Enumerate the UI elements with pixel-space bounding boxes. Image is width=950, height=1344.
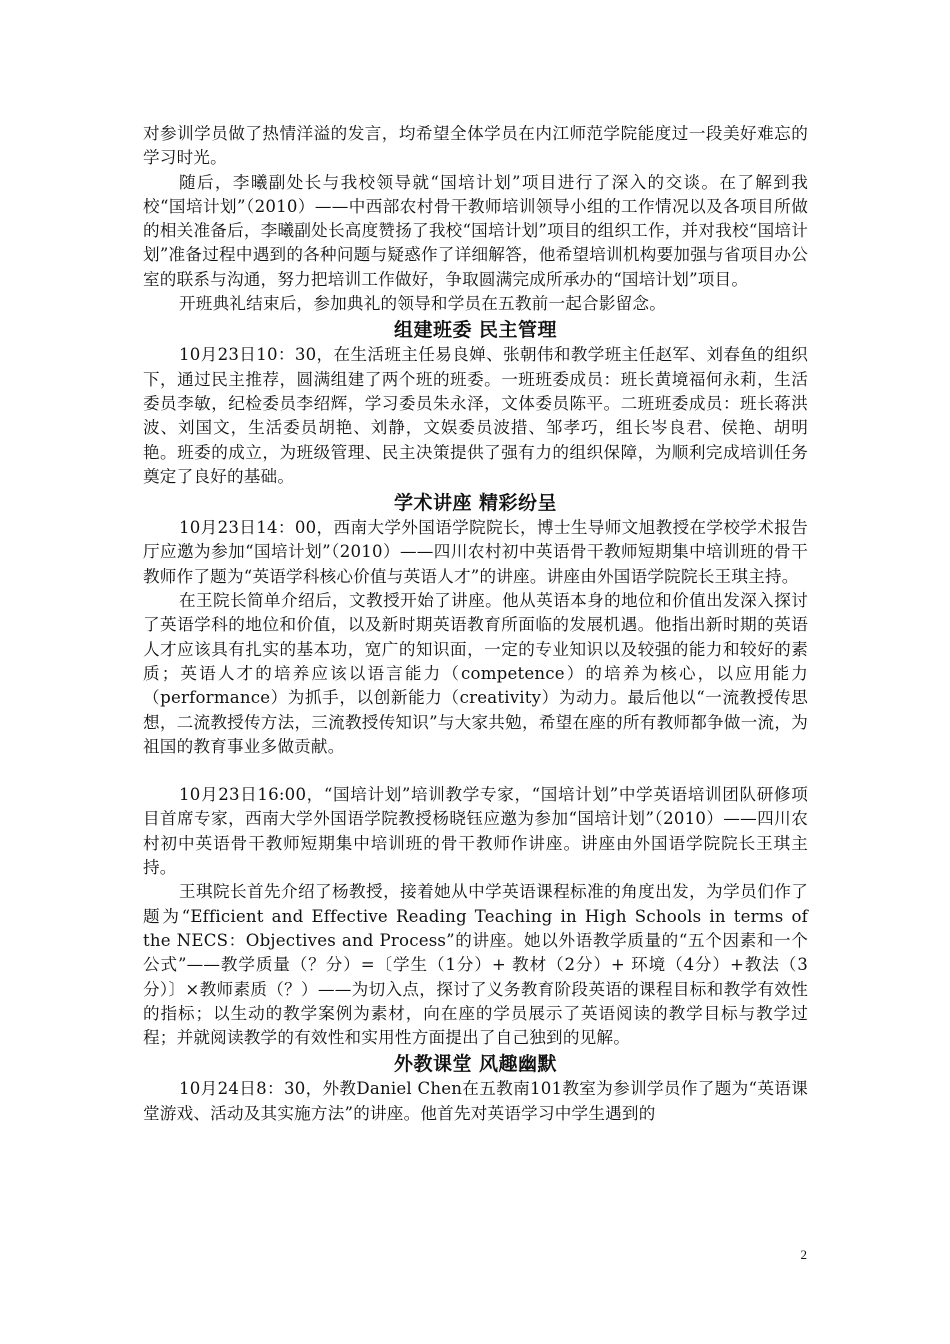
section-heading-class-committee: 组建班委 民主管理	[393, 319, 558, 342]
paragraph-opening-remarks: 对参训学员做了热情洋溢的发言，均希望全体学员在内江师范学院能度过一段美好难忘的学习时光。	[143, 124, 808, 168]
section-heading-academic-lectures: 学术讲座 精彩纷呈	[393, 492, 558, 515]
paragraph-lecture-yang-content: 王琪院长首先介绍了杨教授，接着她从中学英语课程标准的角度出发，为学员们作了题为“Efficient and Effective Reading Teaching in High Schools in terms of the NECS：Objectives and Process”的讲座。她以外语教学质量的“五个因素和一个公式”——教学质量（？分）=〔学生（1分）+ 教材（2分）+ 环境（4分）+教法（3分）〕×教师素质（？）——为切入点，探讨了义务教育阶段英语的课程目标和教学有效性的指标；以生动的教学案例为素材，向在座的学员展示了英语阅读的教学目标与教学过程；并就阅读教学的有效性和实用性方面提出了自己独到的见解。	[143, 882, 808, 1048]
paragraph-discussion: 随后，李曦副处长与我校领导就“国培计划”项目进行了深入的交谈。在了解到我校“国培计划”（2010）——中西部农村骨干教师培训领导小组的工作情况以及各项目所做的相关准备后，李曦副处长高度赞扬了我校“国培计划”项目的组织工作，并对我校“国培计划”准备过程中遇到的各种问题与疑惑作了详细解答，他希望培训机构要加强与省项目办公室的联系与沟通，努力把培训工作做好，争取圆满完成所承办的“国培计划”项目。	[143, 172, 808, 289]
paragraph-group-photo: 开班典礼结束后，参加典礼的领导和学员在五教前一起合影留念。	[179, 294, 667, 314]
blank-line	[143, 759, 808, 783]
paragraph-lecture-wenxu-intro: 10月23日14：00，西南大学外国语学院院长，博士生导师文旭教授在学校学术报告厅应邀为参加“国培计划”（2010）——四川农村初中英语骨干教师短期集中培训班的骨干教师作了题为“英语学科核心价值与英语人才”的讲座。讲座由外国语学院院长王琪主持。	[143, 518, 808, 586]
section-heading-foreign-teacher: 外教课堂 风趣幽默	[393, 1053, 558, 1076]
paragraph-lecture-yang-intro: 10月23日16:00，“国培计划”培训教学专家，“国培计划”中学英语培训团队研修项目首席专家，西南大学外国语学院教授杨晓钰应邀为参加“国培计划”（2010）——四川农村初中英语骨干教师短期集中培训班的骨干教师作讲座。讲座由外国语学院院长王琪主持。	[143, 785, 808, 878]
paragraph-class-committee: 10月23日10：30，在生活班主任易良婵、张朝伟和教学班主任赵军、刘春鱼的组织下，通过民主推荐，圆满组建了两个班的班委。一班班委成员：班长黄境福何永莉，生活委员李敏，纪检委员李绍辉，学习委员朱永泽，文体委员陈平。二班班委成员：班长蒋洪波、刘国文，生活委员胡艳、刘静，文娱委员波措、邹孝巧，组长岑良君、侯艳、胡明艳。班委的成立，为班级管理、民主决策提供了强有力的组织保障，为顺利完成培训任务奠定了良好的基础。	[143, 345, 808, 486]
paragraph-lecture-wenxu-content: 在王院长简单介绍后，文教授开始了讲座。他从英语本身的地位和价值出发深入探讨了英语学科的地位和价值，以及新时期英语教育所面临的发展机遇。他指出新时期的英语人才应该具有扎实的基本功，宽广的知识面，一定的专业知识以及较强的能力和较好的素质；英语人才的培养应该以语言能力（competence）的培养为核心，以应用能力（performance）为抓手，以创新能力（creativity）为动力。最后他以“一流教授传思想，二流教授传方法，三流教授传知识”与大家共勉，希望在座的所有教师都争做一流，为祖国的教育事业多做贡献。	[143, 591, 808, 756]
page-number: 2	[800, 1247, 807, 1262]
paragraph-foreign-teacher: 10月24日8：30，外教Daniel Chen在五教南101教室为参训学员作了题为“英语课堂游戏、活动及其实施方法”的讲座。他首先对英语学习中学生遇到的	[143, 1079, 808, 1123]
document-page	[143, 122, 808, 1126]
